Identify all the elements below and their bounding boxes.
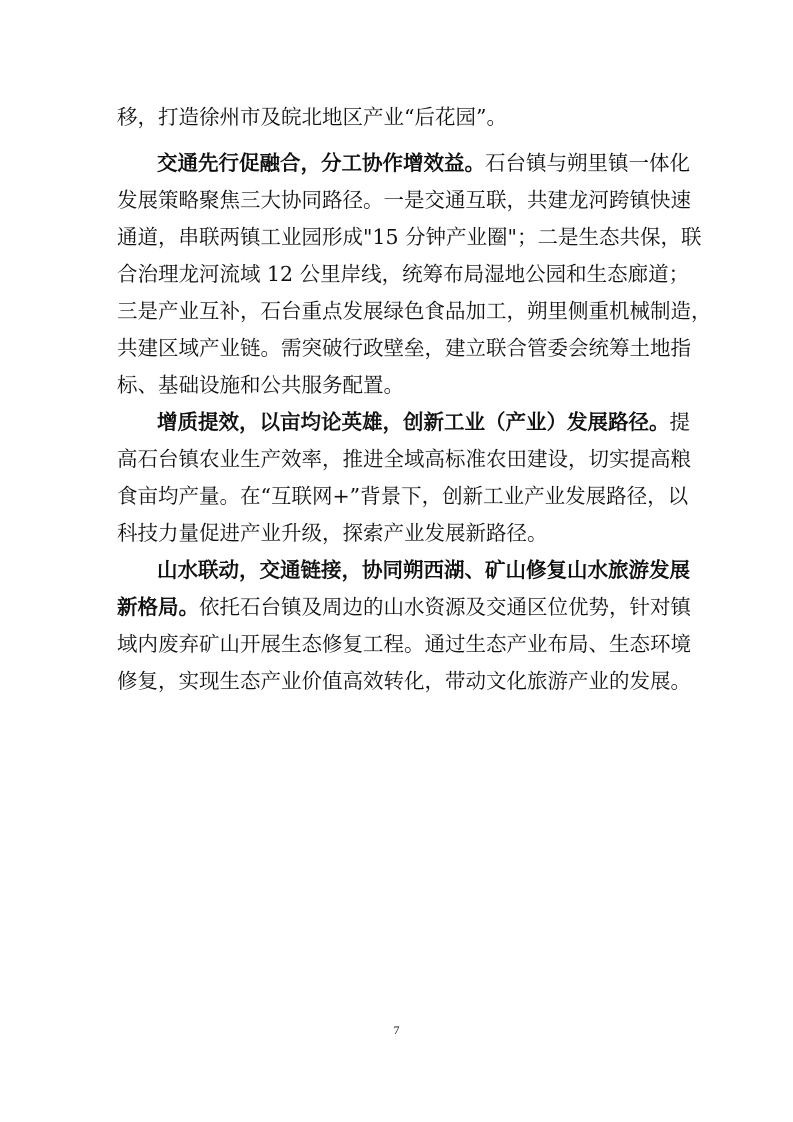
text-run: 合治理龙河流域 12 公里岸线，统筹布局湿地公园和生态廊道；	[117, 262, 690, 286]
text-run: 石台镇与朔里镇一体化	[485, 151, 690, 175]
paragraph-transport-line-3	[117, 224, 702, 250]
paragraph-heading-landscape: 山水联动，交通链接，协同朔西湖、矿山修复山水旅游发展	[157, 558, 690, 582]
paragraph-transport-line-1	[157, 150, 690, 176]
paragraph-quality-line-3	[117, 483, 689, 509]
paragraph-landscape-line-3	[117, 631, 691, 657]
text-run: 标、基础设施和公共服务配置。	[117, 373, 404, 397]
paragraph-quality-line-1	[157, 409, 690, 435]
paragraph-landscape-line-1	[157, 557, 690, 583]
paragraph-landscape-line-4	[117, 668, 691, 694]
page-number: 7	[393, 1023, 400, 1037]
paragraph-heading-landscape-end: 新格局。	[117, 595, 199, 619]
text-run: 通道，串联两镇工业园形成"15 分钟产业圈"；二是生态共保，联	[117, 225, 702, 249]
text-run: 依托石台镇及周边的山水资源及交通区位优势，针对镇	[199, 595, 691, 619]
paragraph-continuation-line	[117, 104, 682, 130]
text-run: 提	[669, 410, 690, 434]
paragraph-quality-line-2	[117, 446, 691, 472]
text-run: 三是产业互补，石台重点发展绿色食品加工，朔里侧重机械制造，	[117, 299, 712, 323]
paragraph-quality-line-4	[117, 520, 682, 546]
text-run: 共建区域产业链。需突破行政壁垒，建立联合管委会统筹土地指	[117, 336, 691, 360]
paragraph-transport-line-2	[117, 187, 691, 213]
text-run: 移，打造徐州市及皖北地区产业“后花园”。	[117, 105, 507, 129]
paragraph-heading-transport: 交通先行促融合，分工协作增效益。	[157, 151, 485, 175]
text-run: 发展策略聚焦三大协同路径。一是交通互联，共建龙河跨镇快速	[117, 188, 691, 212]
paragraph-transport-line-4	[117, 261, 690, 287]
paragraph-transport-line-6	[117, 335, 691, 361]
paragraph-landscape-line-2	[117, 594, 691, 620]
text-run: 食亩均产量。在“互联网+”背景下，创新工业产业发展路径，以	[117, 484, 689, 508]
text-run: 修复，实现生态产业价值高效转化，带动文化旅游产业的发展。	[117, 669, 691, 693]
paragraph-transport-line-7	[117, 372, 682, 398]
text-run: 域内废弃矿山开展生态修复工程。通过生态产业布局、生态环境	[117, 632, 691, 656]
paragraph-transport-line-5	[117, 298, 712, 324]
text-run: 科技力量促进产业升级，探索产业发展新路径。	[117, 521, 548, 545]
paragraph-heading-quality: 增质提效，以亩均论英雄，创新工业（产业）发展路径。	[157, 410, 670, 434]
text-run: 高石台镇农业生产效率，推进全域高标准农田建设，切实提高粮	[117, 447, 691, 471]
